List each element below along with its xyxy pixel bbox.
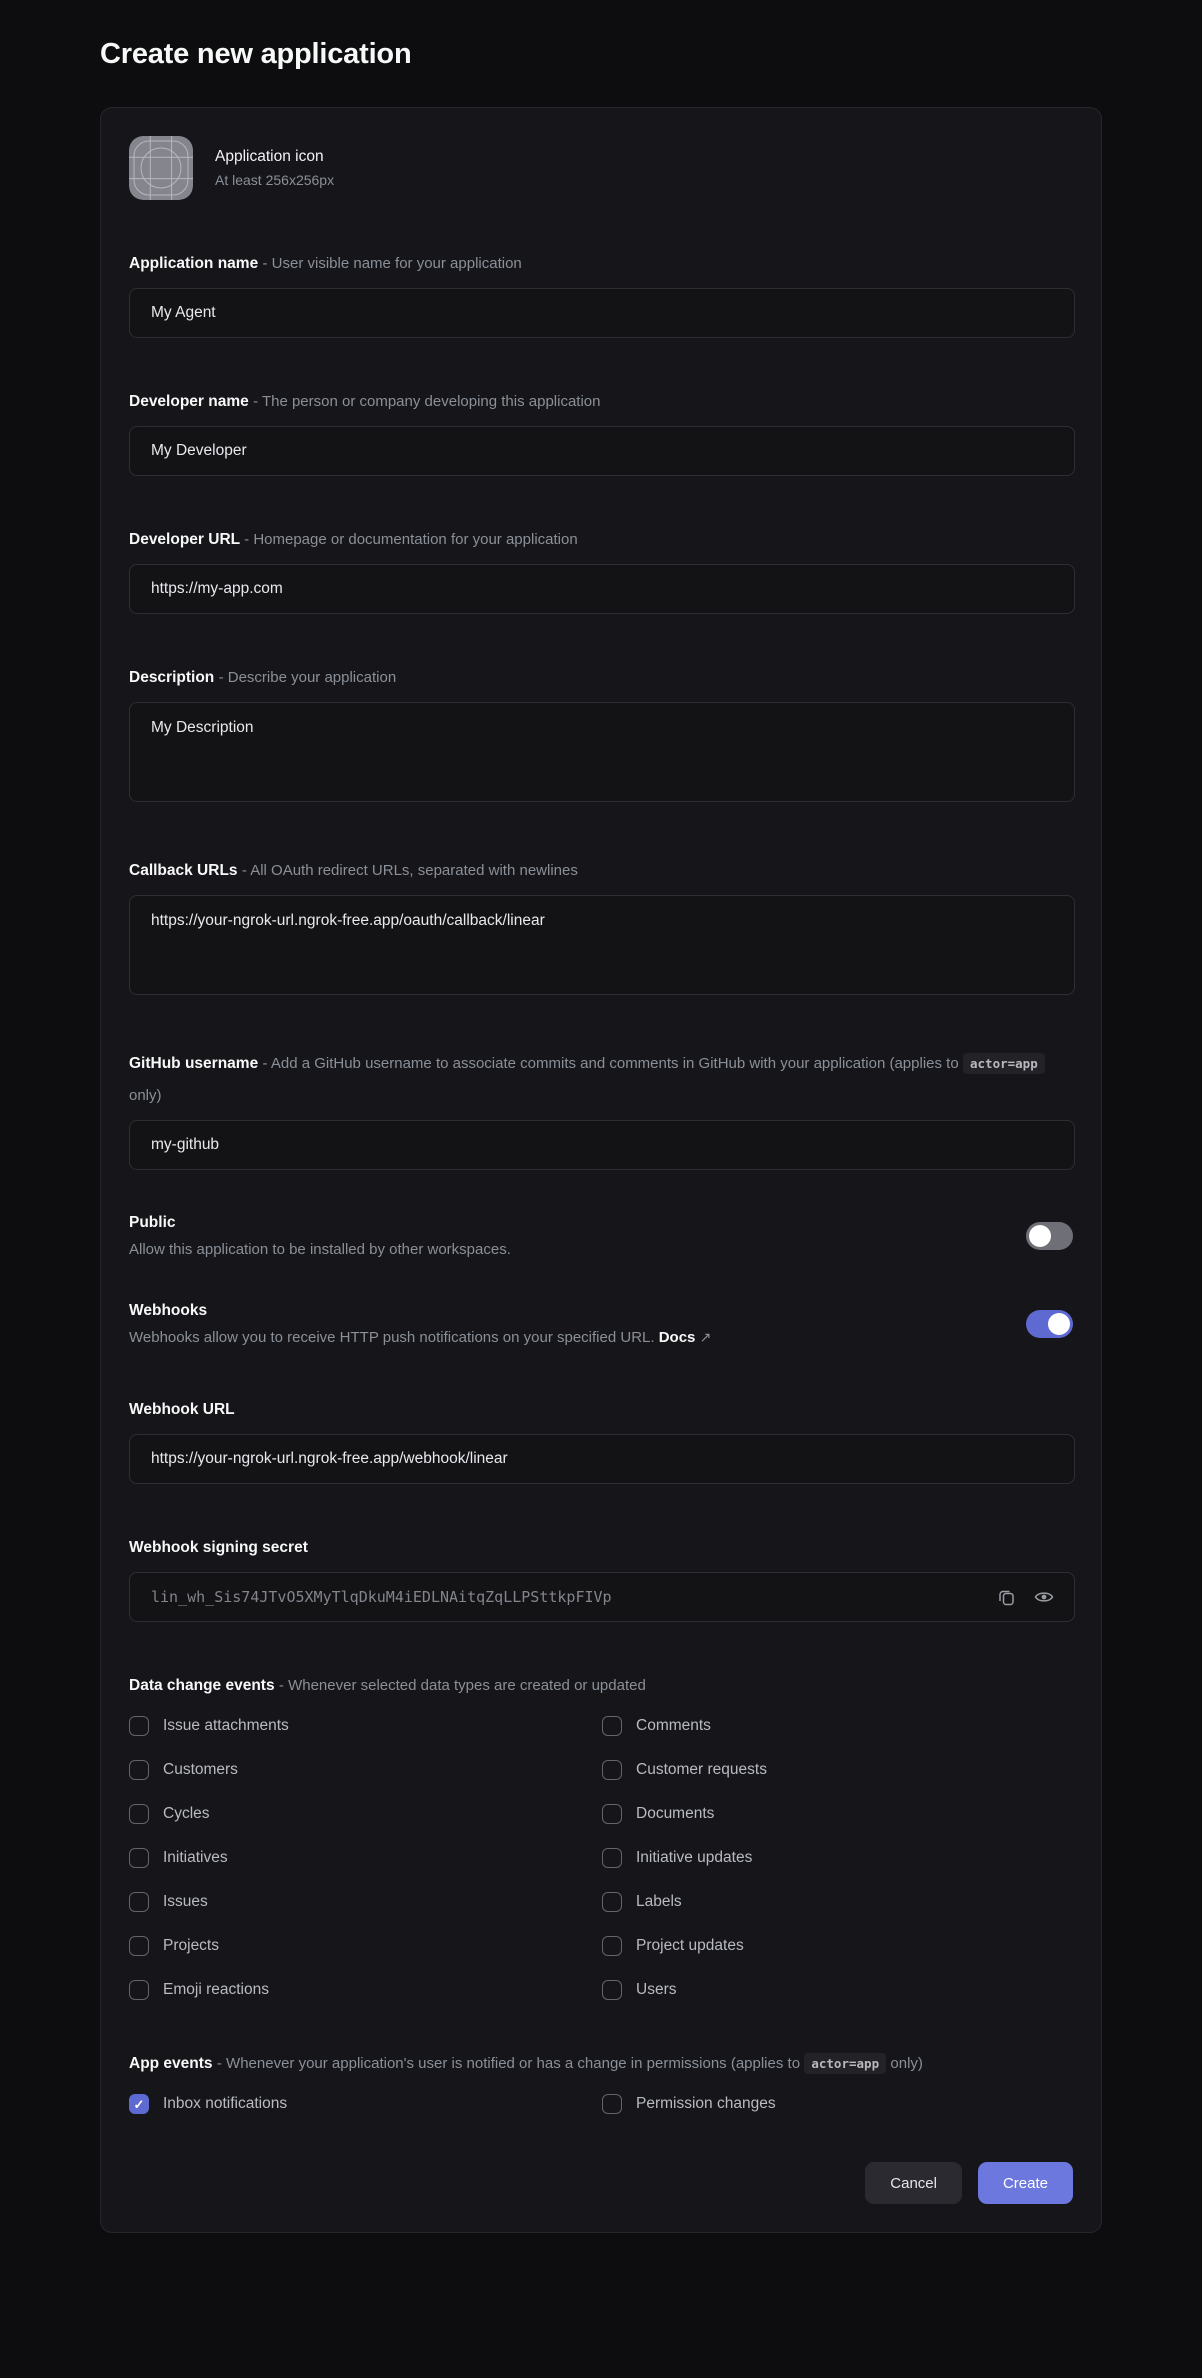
toggle-knob (1029, 1225, 1051, 1247)
checkbox-project-updates[interactable]: Project updates (602, 1936, 1075, 1956)
developer-url-input[interactable] (129, 564, 1075, 614)
app-events-hint-after: only) (890, 2055, 923, 2072)
webhooks-label: Webhooks (129, 1302, 208, 1319)
callback-urls-hint: - All OAuth redirect URLs, separated with newlines (241, 862, 578, 879)
app-events-hint-before: - Whenever your application's user is notified or has a change in permissions (applies to (216, 2055, 801, 2072)
checkbox-projects[interactable]: Projects (129, 1936, 602, 1956)
developer-url-hint: - Homepage or documentation for your application (244, 531, 578, 548)
public-label: Public (129, 1214, 176, 1231)
checkbox-box (602, 1848, 622, 1868)
checkbox-users[interactable]: Users (602, 1980, 1075, 2000)
application-icon-section (129, 136, 1073, 200)
webhooks-toggle[interactable] (1026, 1310, 1073, 1338)
webhook-secret-label: Webhook signing secret (129, 1539, 308, 1556)
checkbox-box (129, 1716, 149, 1736)
checkbox-inbox-notifications[interactable]: ✓ Inbox notifications (129, 2094, 602, 2114)
github-username-label: GitHub username (129, 1055, 259, 1072)
checkbox-permission-changes[interactable]: Permission changes (602, 2094, 1075, 2114)
field-developer-url (129, 524, 1073, 614)
description-hint: - Describe your application (218, 669, 397, 686)
application-icon-title: Application icon (215, 148, 324, 165)
checkbox-labels[interactable]: Labels (602, 1892, 1075, 1912)
application-icon-subtitle: At least 256x256px (215, 172, 335, 188)
developer-name-input[interactable] (129, 426, 1075, 476)
github-username-input[interactable] (129, 1120, 1075, 1170)
webhook-secret-value: lin_wh_Sis74JTvO5XMyTlqDkuM4iEDLNAitqZqLLPSttkpFIVp (151, 1588, 612, 1606)
data-change-events-hint: - Whenever selected data types are created or updated (278, 1677, 646, 1694)
application-icon-upload[interactable] (129, 136, 193, 200)
checkbox-box (602, 1936, 622, 1956)
checkbox-box (129, 1936, 149, 1956)
cancel-button[interactable]: Cancel (865, 2162, 962, 2204)
checkbox-box (129, 1980, 149, 2000)
checkbox-documents[interactable]: Documents (602, 1804, 1075, 1824)
eye-icon[interactable] (1030, 1583, 1058, 1611)
actor-app-code-chip: actor=app (804, 2053, 886, 2074)
field-application-name (129, 248, 1073, 338)
data-change-events-grid (129, 1716, 1075, 2000)
checkbox-initiatives[interactable]: Initiatives (129, 1848, 602, 1868)
checkbox-comments[interactable]: Comments (602, 1716, 1075, 1736)
copy-icon[interactable] (993, 1584, 1020, 1611)
app-icon-placeholder-icon (129, 136, 193, 200)
checkbox-box (129, 2094, 149, 2114)
create-button[interactable]: Create (978, 2162, 1073, 2204)
field-developer-name (129, 386, 1073, 476)
webhook-secret-field (129, 1572, 1075, 1622)
create-application-card (100, 107, 1102, 2233)
checkbox-box (602, 1716, 622, 1736)
field-github-username (129, 1048, 1073, 1170)
checkbox-issues[interactable]: Issues (129, 1892, 602, 1912)
app-events-label: App events (129, 2055, 213, 2072)
page-title: Create new application (100, 38, 412, 70)
developer-url-label: Developer URL (129, 531, 240, 548)
field-callback-urls (129, 855, 1073, 1000)
checkbox-box (129, 1804, 149, 1824)
callback-urls-label: Callback URLs (129, 862, 238, 879)
checkbox-emoji-reactions[interactable]: Emoji reactions (129, 1980, 602, 2000)
github-username-hint-after: only) (129, 1087, 162, 1104)
application-name-hint: - User visible name for your application (262, 255, 522, 272)
webhooks-description: Webhooks allow you to receive HTTP push notifications on your specified URL. (129, 1329, 655, 1346)
external-link-arrow-icon: ↗ (699, 1329, 712, 1345)
developer-name-label: Developer name (129, 393, 249, 410)
checkbox-customers[interactable]: Customers (129, 1760, 602, 1780)
description-label: Description (129, 669, 215, 686)
section-data-change-events (129, 1670, 1073, 2000)
developer-name-hint: - The person or company developing this application (253, 393, 601, 410)
data-change-events-label: Data change events (129, 1677, 275, 1694)
webhook-url-input[interactable] (129, 1434, 1075, 1484)
checkbox-box (129, 1760, 149, 1780)
checkbox-box (602, 1804, 622, 1824)
github-username-hint-before: - Add a GitHub username to associate commits and comments in GitHub with your application (applies to (262, 1055, 959, 1072)
checkbox-box (129, 1892, 149, 1912)
field-description (129, 662, 1073, 807)
application-name-label: Application name (129, 255, 259, 272)
webhook-url-label: Webhook URL (129, 1401, 235, 1418)
checkbox-box (602, 1892, 622, 1912)
field-webhook-url (129, 1394, 1073, 1484)
field-webhook-secret (129, 1532, 1073, 1622)
description-textarea[interactable] (129, 702, 1075, 802)
checkbox-cycles[interactable]: Cycles (129, 1804, 602, 1824)
section-app-events (129, 2048, 1073, 2114)
checkbox-box (129, 1848, 149, 1868)
checkbox-box (602, 2094, 622, 2114)
application-name-input[interactable] (129, 288, 1075, 338)
toggle-knob (1048, 1313, 1070, 1335)
checkbox-issue-attachments[interactable]: Issue attachments (129, 1716, 602, 1736)
actor-app-code-chip: actor=app (963, 1053, 1045, 1074)
checkbox-box (602, 1980, 622, 2000)
checkbox-initiative-updates[interactable]: Initiative updates (602, 1848, 1075, 1868)
public-toggle[interactable] (1026, 1222, 1073, 1250)
docs-link[interactable]: Docs (658, 1329, 696, 1346)
form-actions (129, 2162, 1073, 2204)
checkbox-customer-requests[interactable]: Customer requests (602, 1760, 1075, 1780)
checkbox-box (602, 1760, 622, 1780)
public-toggle-row (129, 1214, 1073, 1258)
app-events-grid (129, 2094, 1075, 2114)
webhooks-toggle-row (129, 1302, 1073, 1346)
public-description: Allow this application to be installed by other workspaces. (129, 1241, 511, 1258)
callback-urls-textarea[interactable] (129, 895, 1075, 995)
